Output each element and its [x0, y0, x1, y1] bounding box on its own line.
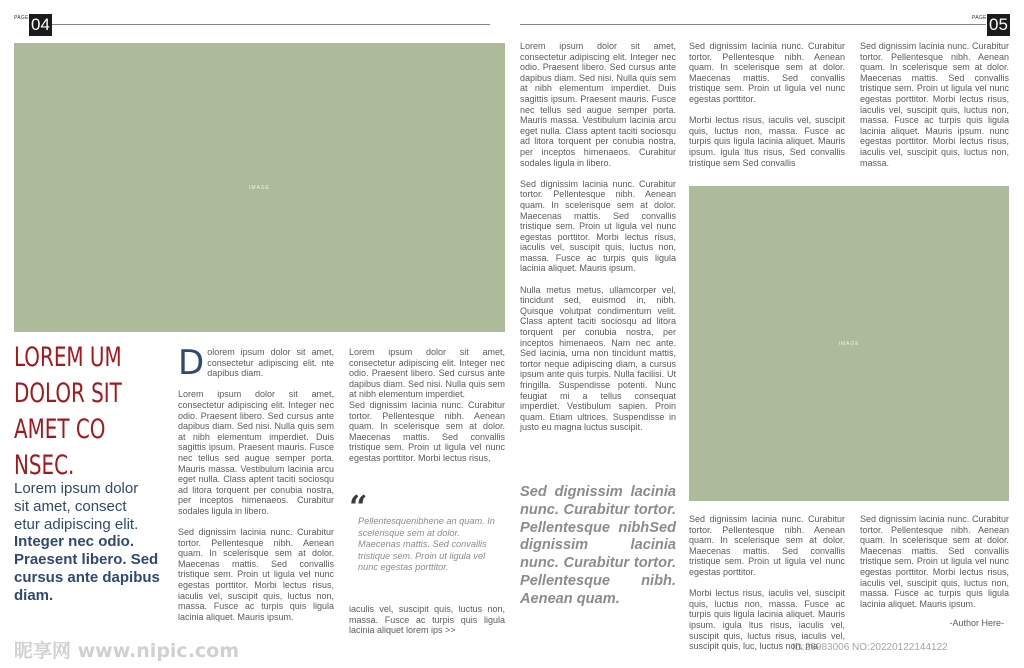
- paragraph: Sed dignissim lacinia nunc. Curabitur tortor. Pellentesque nibh. Aenean quam. In scelerisque sem at dolor. Maecenas mattis. Sed convallis tristique sem. Proin ut ligula vel nunc egestas porttitor. Morbi lectus risus, iaculis vel, suscipit quis, luctus non, massa. Fusce ac turpis quis ligula lacinia aliquet. Mauris ipsum.: [520, 178, 676, 274]
- watermark-right: ID:26983006 NO:20220122144122: [792, 642, 948, 653]
- pull-text: Sed dignissim lacinia nunc. Curabitur tortor. Pellentesque nibhSed dignissim lacinia nunc. Curabitur tortor. Pellentesque nibh. Aenean quam.: [520, 484, 676, 607]
- image-placeholder-top-left: [14, 43, 505, 332]
- page-label-left: PAGE: [14, 15, 29, 21]
- body-column-4: [520, 41, 676, 444]
- body-column-2: [178, 343, 334, 633]
- body-column-5-top: [689, 41, 845, 179]
- body-column-3: [349, 347, 505, 474]
- headline: [14, 340, 174, 484]
- subhead-bold: Integer nec odio. Praesent libero. Sed cursus ante dapibus diam.: [14, 533, 160, 604]
- paragraph: Sed dignissim lacinia nunc. Curabitur tortor. Pellentesque nibh. Aenean quam. In scelerisque sem at dolor. Maecenas mattis. Sed convallis tristique sem. Proin ut ligula vel nunc egestas porttitor.: [689, 514, 845, 577]
- body-column-3-end: [349, 604, 505, 646]
- headline-line: NSEC.: [14, 450, 75, 481]
- subhead-line: sit amet, consect: [14, 497, 127, 515]
- paragraph: Morbi lectus risus, iaculis vel, suscipit quis, luctus non, massa. Fusce ac turpis quis ligula lacinia aliquet. Mauris ipsum. igula ltus risus, iaculis vel, suscipit quis, luctus risus, iaculis vel, suscipit quis, luc, luctus non, ma: [689, 588, 845, 652]
- subhead: [14, 480, 170, 605]
- pull-quote: Pellentesquenibhene an quam. In scelerisque sem at dolor. Maecenas mattis. Sed convallis tristique sem. Proin ut ligula vel nunc egestas porttitor.: [358, 516, 495, 572]
- quote-mark-icon: “: [349, 488, 368, 526]
- header-rule-left: [52, 24, 490, 25]
- headline-line: LOREM UM: [14, 342, 122, 373]
- watermark-left: 昵享网 www.nipic.com: [14, 640, 240, 662]
- page-label-right: PAGE: [972, 15, 987, 21]
- paragraph: Nulla metus metus, ullamcorper vel, tincidunt sed, euismod in, nibh. Quisque volutpat condimentum velit. Class aptent taciti sociosqu ad litora torquent per conubia nostra, per inceptos himenaeos. Nam nec ante. Sed lacinia, urna non tincidunt mattis, tortor neque adipiscing diam, a cursus ipsum ante quis turpis. Nulla facilisi. Ut fringilla. Suspendisse potenti. Nunc feugiat mi a tellus consequat imperdiet. Vestibulum sapien. Proin quam. Etiam ultrices. Suspendisse in justo eu magna luctus suscipit.: [520, 284, 676, 433]
- paragraph: Sed dignissim lacinia nunc. Curabitur tortor. Pellentesque nibh. Aenean quam. In scelerisque sem at dolor. Maecenas mattis. Sed convallis tristique sem. Proin ut ligula vel nunc egestas porttitor. Morbi lectus risus, iaculis vel, suscipit quis, luctus non, massa. Fusce ac turpis quis ligula lacinia aliquet. Mauris ipsum.: [860, 514, 1009, 609]
- page-number-left: 04: [31, 15, 50, 34]
- image-label: IMAGE: [838, 340, 860, 347]
- paragraph: iaculis vel, suscipit quis, luctus non, massa. Fusce ac turpis quis ligula lacinia aliquet lorem ips >>: [349, 604, 505, 636]
- paragraph: Sed dignissim lacinia nunc. Curabitur tortor. Pellentesque nibh. Aenean quam. In scelerisque sem at dolor. Maecenas mattis. Sed convallis tristique sem. Proin ut ligula vel nunc egestas porttitor. Morbi lectus risus,: [349, 399, 505, 463]
- paragraph: Sed dignissim lacinia nunc. Curabitur tortor. Pellentesque nibh. Aenean quam. In scelerisque sem at dolor. Maecenas mattis. Sed convallis tristique sem. Proin ut ligula vel nunc egestas porttitor. Morbi lectus risus, iaculis vel, suscipit quis, luctus non, massa. Fusce ac turpis quis ligula lacinia aliquet. Mauris ipsum. nunc egestas porttitor. Morbi lectus risus, iaculis vel, suscipit quis, luctus non, massa.: [860, 41, 1009, 168]
- header-rule-right: [520, 24, 986, 25]
- body-column-5-bottom: [689, 514, 845, 662]
- headline-line: AMET CO: [14, 414, 106, 445]
- intro-text: olorem ipsum dolor sit amet, consectetur adipiscing elit. nte dapibus diam.: [207, 347, 334, 379]
- author-credit: -Author Here-: [949, 618, 1004, 628]
- body-column-6-bottom: [860, 514, 1009, 620]
- paragraph: Morbi lectus risus, iaculis vel, suscipit quis, luctus non, massa. Fusce ac turpis quis ligula lacinia aliquet. Mauris ipsum. igula ltus risus, Sed convallis tristique sem Sed convallis: [689, 115, 845, 168]
- drop-cap: D: [178, 343, 205, 383]
- headline-line: DOLOR SIT: [14, 378, 122, 409]
- page-number-right: 05: [989, 15, 1008, 34]
- paragraph: Sed dignissim lacinia nunc. Curabitur tortor. Pellentesque nibh. Aenean quam. In scelerisque sem at dolor. Maecenas mattis. Sed convallis tristique sem. Proin ut ligula vel nunc egestas porttitor.: [689, 41, 845, 104]
- image-label: IMAGE: [248, 184, 271, 191]
- paragraph: Lorem ipsum dolor sit amet, consectetur adipiscing elit. Integer nec odio. Praesent libero. Sed cursus ante dapibus diam. Sed nisi. Nulla quis sem at nibh elementum imperdiet.: [349, 347, 505, 400]
- paragraph: Lorem ipsum dolor sit amet, consectetur adipiscing elit. Integer nec odio. Praesent libero. Sed cursus ante dapibus diam. Sed nisi. Nulla quis sem at nibh elementum imperdiet. Duis sagittis ipsum. Praesent mauris. Fusce nec tellus sed augue semper porta. Mauris massa. Vestibulum lacinia arcu eget nulla. Class aptent taciti sociosqu ad litora torquent per conubia nostra, per inceptos himenaeos. Curabitur sodales ligula in libero.: [178, 389, 334, 516]
- subhead-line: etur adipiscing elit.: [14, 515, 139, 533]
- image-placeholder-right: [689, 186, 1009, 501]
- body-column-6-top: [860, 41, 1009, 179]
- paragraph: Lorem ipsum dolor sit amet, consectetur adipiscing elit. Integer nec odio. Praesent libero. Sed cursus ante dapibus diam. Sed nisi. Nulla quis sem at nibh elementum imperdiet. Duis sagittis ipsum. Praesent mauris. Fusce nec tellus sed augue semper porta. Mauris massa. Vestibulum lacinia arcu eget nulla. Class aptent taciti sociosqu ad litora torquent per conubia nostra, per inceptos himenaeos. Curabitur sodales ligula in libero.: [520, 41, 676, 168]
- subhead-line: Lorem ipsum dolor: [14, 480, 139, 497]
- paragraph: Sed dignissim lacinia nunc. Curabitur tortor. Pellentesque nibh. Aenean quam. In scelerisque sem at dolor. Maecenas mattis. Sed convallis tristique sem. Proin ut ligula vel nunc egestas porttitor. Morbi lectus risus, iaculis vel, suscipit quis, luctus non, massa. Fusce ac turpis quis ligula lacinia aliquet. Mauris ipsum.: [178, 527, 334, 622]
